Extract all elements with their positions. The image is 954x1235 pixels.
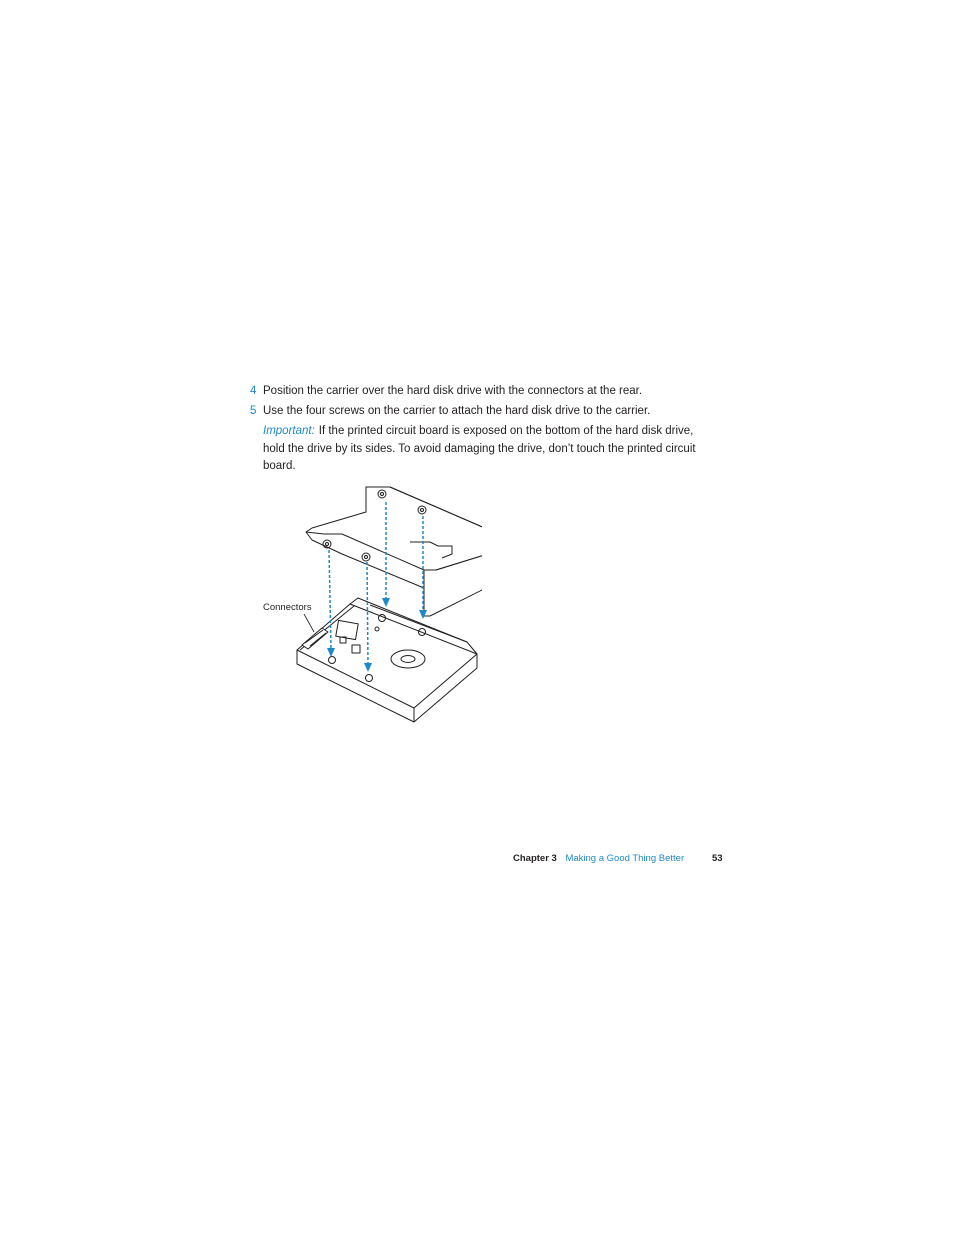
important-note xyxy=(263,423,713,476)
page-number: 53 xyxy=(712,853,723,864)
hard-drive-drawing xyxy=(297,598,477,722)
footer-chapter: Chapter 3 xyxy=(513,853,557,864)
step-4 xyxy=(250,383,642,400)
step-number: 5 xyxy=(250,405,257,417)
step-number: 4 xyxy=(250,385,257,397)
carrier-drawing xyxy=(306,487,482,616)
important-text: If the printed circuit board is exposed on the bottom of the hard disk drive, hold the drive by its sides. To avoid damaging the drive, don’t touch the printed circuit board. xyxy=(263,425,696,472)
page-number-wrap xyxy=(712,853,723,864)
page-footer xyxy=(513,853,684,864)
footer-chapter-title: Making a Good Thing Better xyxy=(565,853,685,864)
step-5 xyxy=(250,403,650,420)
carrier-installation-figure xyxy=(262,482,482,737)
connectors-callout: Connectors xyxy=(263,602,312,613)
step-text: Use the four screws on the carrier to attach the hard disk drive to the carrier. xyxy=(263,405,651,417)
callout-leader xyxy=(304,614,314,632)
step-text: Position the carrier over the hard disk drive with the connectors at the rear. xyxy=(263,385,643,397)
important-label: Important: xyxy=(263,425,315,437)
